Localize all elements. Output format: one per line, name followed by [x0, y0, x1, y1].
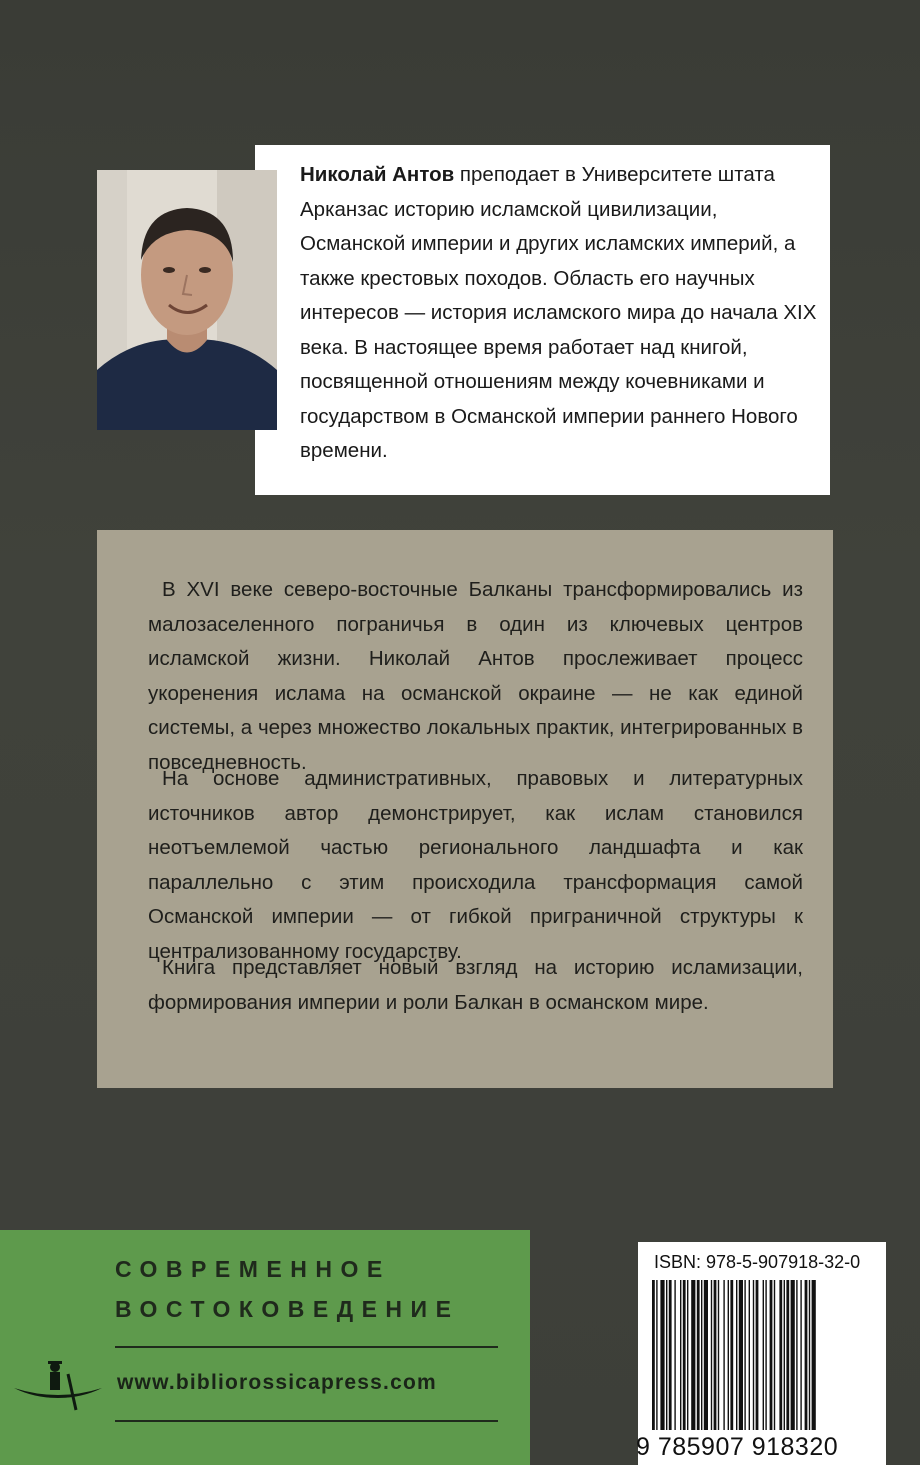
barcode-bar — [739, 1280, 743, 1430]
publisher-website[interactable]: www.bibliorossicapress.com — [117, 1371, 437, 1394]
barcode-bar — [723, 1280, 724, 1430]
barcode-bar — [680, 1280, 681, 1430]
barcode-bar — [674, 1280, 675, 1430]
barcode-bar — [784, 1280, 785, 1430]
barcode-bar — [666, 1280, 667, 1430]
description-paragraph-1: В XVI веке северо-восточные Балканы трансформировались из малозаселенного пограничья в один из ключевых центров исламской жизни. Николай Антов прослеживает процесс укоренения ислама на османской окраине — не как единой системы, а через множество локальных практик, интегрированных в повседневность. — [148, 578, 803, 774]
barcode-bar — [805, 1280, 808, 1430]
barcode — [646, 1280, 876, 1440]
barcode-bar — [765, 1280, 766, 1430]
author-bio — [300, 158, 820, 469]
barcode-bar — [730, 1280, 733, 1430]
author-name: Николай Антов — [300, 163, 455, 186]
barcode-bar — [749, 1280, 750, 1430]
author-photo — [97, 170, 277, 430]
barcode-bar — [812, 1280, 816, 1430]
barcode-bar — [756, 1280, 759, 1430]
barcode-bar — [791, 1280, 795, 1430]
barcode-bar — [704, 1280, 708, 1430]
series-rule-top — [115, 1346, 498, 1348]
isbn-label: ISBN: 978-5-907918-32-0 — [654, 1252, 861, 1272]
barcode-bar — [796, 1280, 797, 1430]
series-title-line-2: ВОСТОКОВЕДЕНИЕ — [115, 1296, 460, 1322]
barcode-bar — [652, 1280, 655, 1430]
barcode-bar — [753, 1280, 754, 1430]
barcode-bar — [809, 1280, 810, 1430]
description-paragraph-2: На основе административных, правовых и литературных источников автор демонстрирует, как ислам становился неотъемлемой частью регионального ландшафта и как параллельно с этим происходила трансформация самой Османской империи — от гибкой приграничной структуры к централизованному государству. — [148, 767, 803, 963]
barcode-bar — [774, 1280, 775, 1430]
barcode-bar — [683, 1280, 686, 1430]
barcode-bar — [687, 1280, 688, 1430]
barcode-bar — [711, 1280, 712, 1430]
barcode-bar — [800, 1280, 801, 1430]
barcode-digits: 9 785907 918320 — [636, 1433, 839, 1461]
barcode-bar — [728, 1280, 729, 1430]
barcode-bar — [669, 1280, 672, 1430]
barcode-bar — [701, 1280, 702, 1430]
barcode-bar — [718, 1280, 719, 1430]
boat-logo-icon — [12, 1358, 104, 1412]
description-paragraph-3: Книга представляет новый взгляд на историю исламизации, формирования империи и роли Балкан в османском мире. — [148, 956, 803, 1014]
barcode-bar — [763, 1280, 764, 1430]
barcode-bar — [786, 1280, 789, 1430]
series-title-line-1: СОВРЕМЕННОЕ — [115, 1256, 391, 1282]
barcode-bar — [656, 1280, 657, 1430]
barcode-bar — [714, 1280, 717, 1430]
barcode-bar — [660, 1280, 664, 1430]
barcode-bar — [770, 1280, 773, 1430]
author-bio-text: преподает в Университете штата Арканзас историю исламской цивилизации, Османской империи и других исламских империй, а также крестовых походов. Область его научных интересов — история исламского мира до начала XIX века. В настоящее время работает над книгой, посвященной отношениям между кочевниками и государством в Османской империи раннего Нового времени. — [300, 163, 817, 462]
barcode-bar — [697, 1280, 700, 1430]
series-rule-bottom — [115, 1420, 498, 1422]
barcode-bar — [744, 1280, 745, 1430]
barcode-bar — [779, 1280, 782, 1430]
barcode-bar — [736, 1280, 737, 1430]
barcode-bar — [691, 1280, 695, 1430]
